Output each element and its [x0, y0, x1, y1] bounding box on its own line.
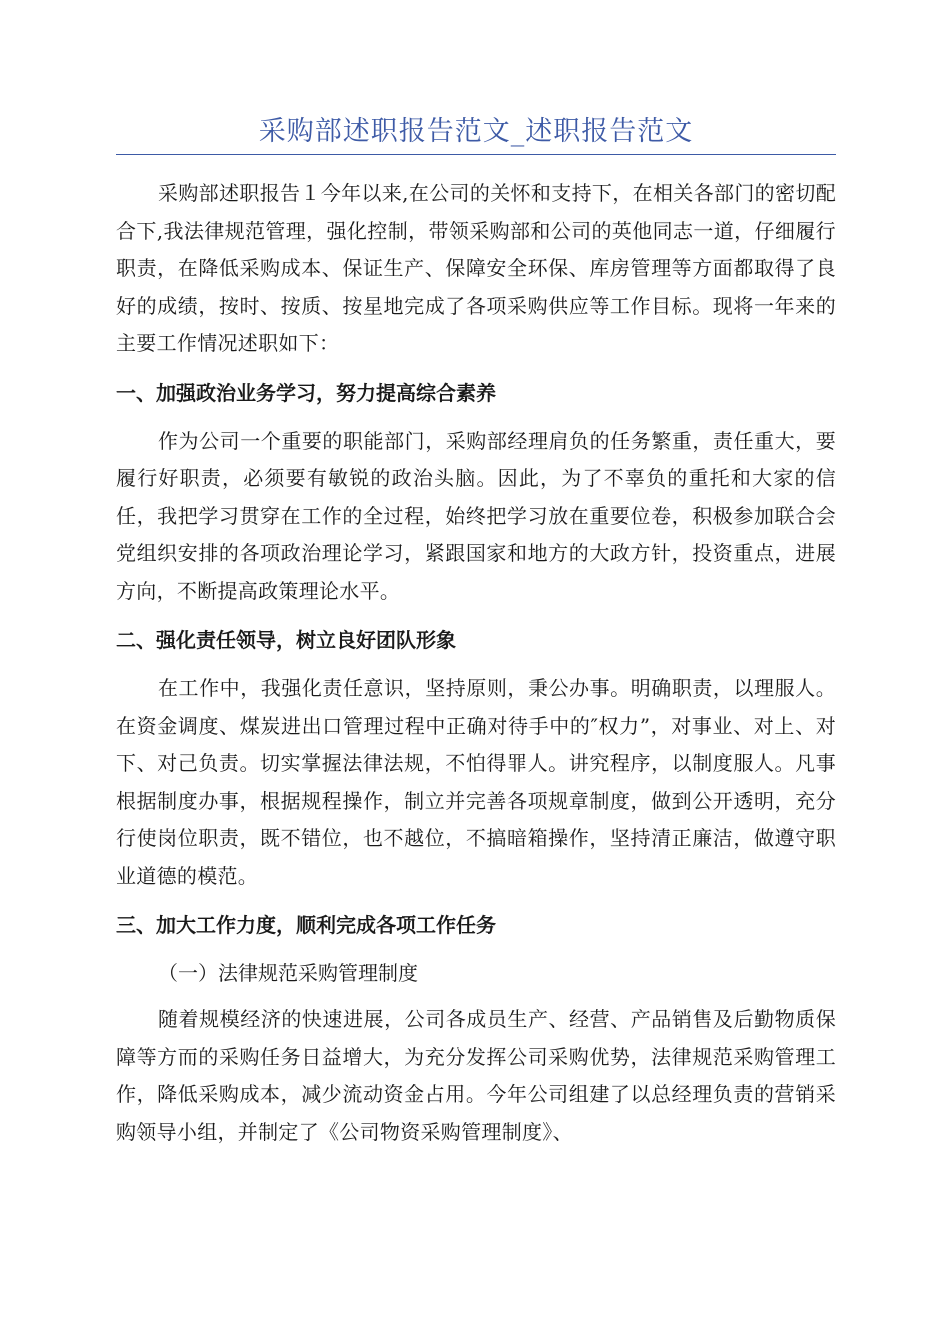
section-3-heading: 三、加大工作力度，顺利完成各项工作任务: [116, 913, 496, 937]
section-2-heading: 二、强化责任领导，树立良好团队形象: [116, 628, 456, 652]
intro-paragraph: 采购部述职报告１今年以来,在公司的关怀和支持下，在相关各部门的密切配合下,我法律规范管理，强化控制，带领采购部和公司的英他同志一道，仔细履行职责，在降低采购成本、保证生产、保障安全环保、库房管理等方面都取得了良好的成绩，按时、按质、按星地完成了各项采购供应等工作目标。现将一年来的主要工作情况述职如下：: [116, 181, 836, 355]
document-page: [116, 112, 836, 1151]
section-3-paragraph: 随着规模经济的快速进展，公司各成员生产、经营、产品销售及后勤物质保障等方而的采购任务日益增大，为充分发挥公司采购优势，法律规范采购管理工作，降低采购成本，减少流动资金占用。今年公司组建了以总经理负责的营销采购领导小组，并制定了《公司物资采购管理制度》、: [116, 1007, 836, 1144]
document-title: 采购部述职报告范文_述职报告范文: [258, 116, 694, 147]
section-3-subheading: （一）法律规范采购管理制度: [158, 961, 418, 985]
title-underline: [116, 154, 836, 155]
section-1-heading: 一、加强政治业务学习，努力提高综合素养: [116, 380, 496, 405]
section-2-paragraph: 在工作中，我强化责任意识，坚持原则，秉公办事。明确职责，以理服人。在资金调度、煤炭进出口管理过程中正确对待手中的″权力”，对事业、对上、对下、对己负责。切实掌握法律法规，不怕得罪人。讲究程序，以制度服人。凡事根据制度办事，根据规程操作，制立并完善各项规章制度，做到公开透明，充分行使岗位职责，既不错位，也不越位，不搞暗箱操作，坚持清正廉洁，做遵守职业道德的模范。: [116, 676, 836, 888]
section-1-paragraph: 作为公司一个重要的职能部门，采购部经理肩负的任务繁重，责任重大，要履行好职责，必须要有敏锐的政治头脑。因此，为了不辜负的重托和大家的信任，我把学习贯穿在工作的全过程，始终把学习放在重要位卷，积极参加联合会党组织安排的各项政治理论学习，紧跟国家和地方的大政方针，投资重点，进展方向，不断提高政策理论水平。: [116, 428, 836, 603]
